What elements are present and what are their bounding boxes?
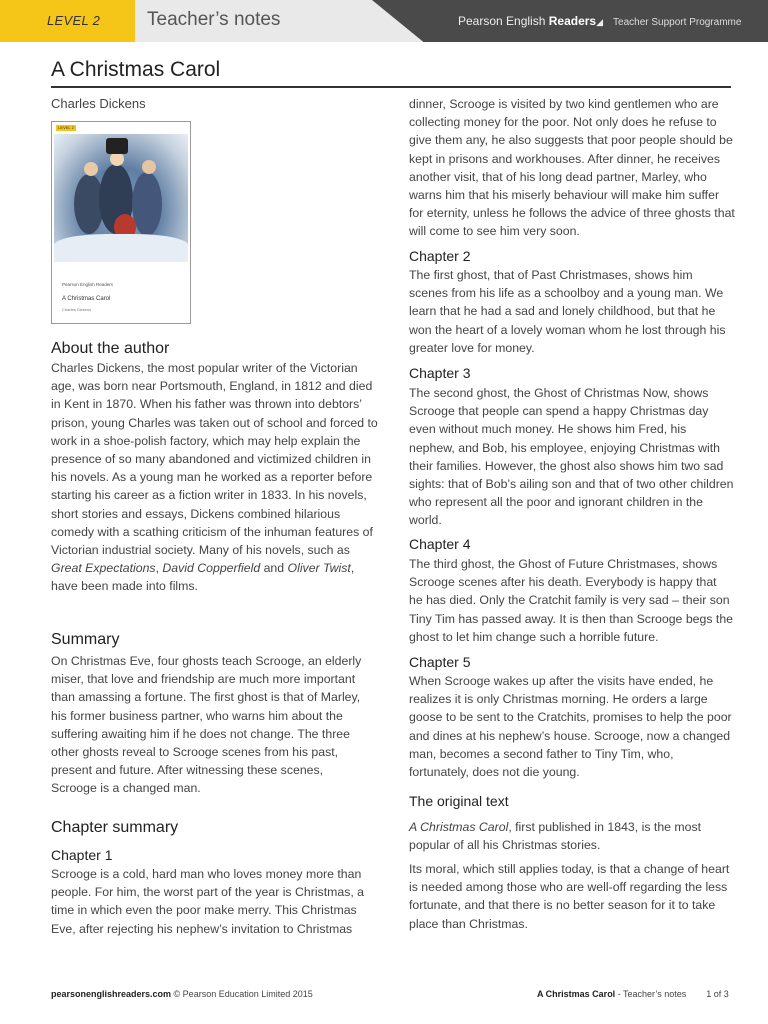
about-body: Charles Dickens, the most popular writer of the Victorian age, was born near Portsmouth, England, in 1812 and died in Kent in 1870. When his father was thrown into debtors’ prison, young Charles was taken out of school and forced to work in a shoe-polish factory, which may help explain the presence of so many abandoned and victimized children in his novels. As a young man he worked as a reporter before starting his career as a fiction writer in 1833. In his novels, short stories and essays, Dickens combined hilarious comedy with a scathing criticism of the inhuman features of Victorian industrial society. Many of his novels, such as bbox=[51, 361, 378, 558]
about-body-end: , have been made into films. bbox=[51, 561, 355, 594]
original-text-p2: Its moral, which still applies today, is that a change of heart is needed among those who are well-off regarding the less fortunate, and that there is no better season for it to take place than Christmas. bbox=[409, 862, 730, 931]
book-cover-image bbox=[51, 121, 191, 324]
chapter-1-heading: Chapter 1 bbox=[51, 847, 113, 863]
footer-doc-title: A Christmas Carol bbox=[537, 989, 616, 999]
section-title: Teacher’s notes bbox=[147, 9, 281, 30]
brand-subtitle: Teacher Support Programme bbox=[613, 17, 742, 28]
chapter-2-text: The first ghost, that of Past Christmases, shows him scenes from his life as a schoolboy and a young man. We learn that he had a sad and lonely childhood, but that he won the heart of a lovely woman whom he lost through his greater love for money. bbox=[409, 268, 726, 355]
author-name: Charles Dickens bbox=[51, 96, 146, 111]
work-david-copperfield: David Copperfield bbox=[162, 561, 261, 576]
footer-site-link[interactable]: pearsonenglishreaders.com bbox=[51, 989, 172, 999]
level-badge bbox=[0, 0, 135, 42]
about-sep-2: and bbox=[260, 561, 288, 576]
cover-title: A Christmas Carol bbox=[62, 296, 111, 302]
chapter-5-text: When Scrooge wakes up after the visits have ended, he realizes it is only Christmas morning. He orders a large goose to be sent to the Cratchits, promises to help the poor and dines at his nephew’s house. Scrooge, now a changed man, becomes a second father to Tiny Tim, who, fortunately, does not die young. bbox=[409, 674, 732, 780]
footer-copyright: © Pearson Education Limited 2015 bbox=[171, 989, 313, 999]
chapter-4-text: The third ghost, the Ghost of Future Christmases, shows Scrooge scenes after his death. Everybody is happy that he has died. Only the Cratchit family is very sad – their son Tiny Tim has passed away. It is then than Scrooge begs the ghost to let him change such a horrible future. bbox=[409, 557, 733, 644]
cover-level-badge: LEVEL 2 bbox=[56, 125, 76, 131]
level-label: LEVEL 2 bbox=[47, 13, 101, 28]
cover-illustration bbox=[54, 134, 188, 262]
chapter-3-text: The second ghost, the Ghost of Christmas Now, shows Scrooge that people can spend a happy Christmas day even without much money. He shows him Fred, his nephew, and Bob, his employee, enjoying Christmas with their families. However, the ghost also shows him two sad sights: that of Bob’s ailing son and that of two other children who represent all the poor and ignorant children in the world. bbox=[409, 386, 734, 528]
chapter-3-heading: Chapter 3 bbox=[409, 365, 471, 381]
page-number: 1 of 3 bbox=[706, 989, 729, 999]
footer-right bbox=[537, 989, 729, 999]
cover-brand: Pearson English Readers bbox=[62, 282, 114, 287]
chapter-5-heading: Chapter 5 bbox=[409, 654, 471, 670]
chapter-2-heading: Chapter 2 bbox=[409, 248, 471, 264]
work-great-expectations: Great Expectations bbox=[51, 561, 156, 576]
footer-left bbox=[51, 989, 313, 999]
chapter-summary-heading: Chapter summary bbox=[51, 819, 179, 836]
about-text bbox=[51, 359, 379, 596]
chapter-1-text-cont: dinner, Scrooge is visited by two kind gentlemen who are collecting money for the poor. Not only does he refuse to give them any, he also suggests that poor people should be kept in prisons and workhouses. After dinner, he receives another visit, that of his long dead partner, Marley, who warns him that his miserly behaviour will make him suffer for eternity, unless he follows the advice of three ghosts that will come to see him very soon. bbox=[409, 97, 735, 239]
title-rule bbox=[51, 86, 731, 88]
original-p1-rest: , first published in 1843, is the most popular of all his Christmas stories. bbox=[409, 820, 702, 853]
chapter-1-text: Scrooge is a cold, hard man who loves money more than people. For him, the worst part of the year is Christmas, a time in which even the poor make merry. This Christmas Eve, after rejecting his nephew’s invitation to Christmas bbox=[51, 867, 365, 936]
original-text-heading: The original text bbox=[409, 793, 509, 809]
cover-author: Charles Dickens bbox=[62, 307, 92, 312]
brand-bold: Readers bbox=[548, 14, 597, 28]
summary-heading: Summary bbox=[51, 631, 120, 648]
chapter-4-heading: Chapter 4 bbox=[409, 536, 471, 552]
brand-plain: Pearson English bbox=[458, 14, 549, 28]
footer-doc-sub: - Teacher’s notes bbox=[615, 989, 687, 999]
original-text-p1 bbox=[409, 818, 735, 854]
about-heading: About the author bbox=[51, 340, 170, 357]
original-title-italic: A Christmas Carol bbox=[409, 820, 509, 834]
brand-mark-icon: ◢ bbox=[596, 17, 604, 27]
work-oliver-twist: Oliver Twist bbox=[287, 561, 351, 576]
page-title: A Christmas Carol bbox=[51, 58, 221, 81]
brand-logo bbox=[458, 14, 741, 28]
summary-text: On Christmas Eve, four ghosts teach Scrooge, an elderly miser, that love and friendship are much more important than amassing a fortune. The first ghost is that of Marley, his former business partner, who warns him about the suffering awaiting him if he does not change. The three other ghosts reveal to Scrooge scenes from his past, present and future. After witnessing these scenes, Scrooge is a changed man. bbox=[51, 654, 362, 796]
about-sep-1: , bbox=[155, 561, 163, 576]
